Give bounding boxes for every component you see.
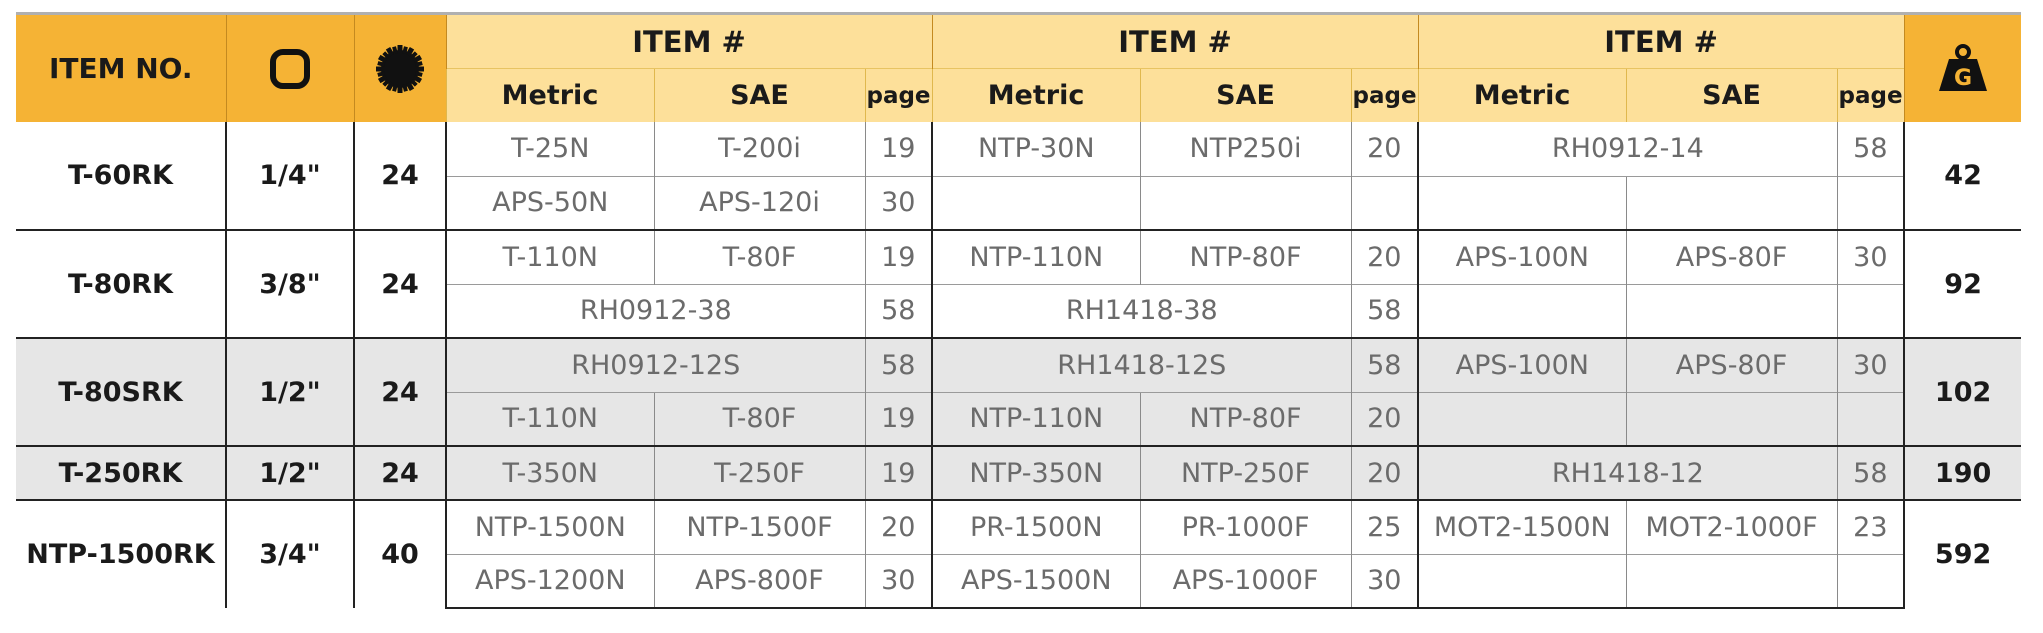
page-cell: 20	[865, 500, 932, 554]
table-row	[16, 230, 2021, 284]
empty-cell	[1837, 554, 1904, 608]
weight-cell: 102	[1904, 338, 2021, 446]
metric-header-3: Metric	[1418, 69, 1626, 123]
metric-cell: NTP-110N	[932, 230, 1140, 284]
weight-g-icon	[1935, 43, 1991, 95]
weight-cell: 592	[1904, 500, 2021, 608]
merged-item-cell: RH0912-12S	[446, 338, 865, 392]
metric-header-2: Metric	[932, 69, 1140, 123]
teeth-cell: 24	[354, 230, 446, 338]
teeth-cell: 24	[354, 446, 446, 500]
header-row-top	[16, 14, 2021, 69]
metric-cell: T-110N	[446, 230, 654, 284]
empty-cell	[1351, 176, 1418, 230]
empty-cell	[1626, 392, 1837, 446]
metric-cell: T-110N	[446, 392, 654, 446]
sae-cell: NTP-250F	[1140, 446, 1351, 500]
square-drive-icon	[269, 48, 311, 90]
metric-cell: APS-1500N	[932, 554, 1140, 608]
metric-cell: NTP-30N	[932, 122, 1140, 176]
page-cell: 58	[1837, 446, 1904, 500]
empty-cell	[1418, 176, 1626, 230]
empty-cell	[1837, 176, 1904, 230]
teeth-cell: 24	[354, 122, 446, 230]
page-cell: 20	[1351, 230, 1418, 284]
empty-cell	[1626, 554, 1837, 608]
weight-cell: 190	[1904, 446, 2021, 500]
metric-cell: APS-100N	[1418, 230, 1626, 284]
metric-cell: PR-1500N	[932, 500, 1140, 554]
metric-cell: NTP-1500N	[446, 500, 654, 554]
sae-cell: APS-1000F	[1140, 554, 1351, 608]
item-hash-header-2: ITEM #	[932, 14, 1418, 69]
sae-cell: APS-120i	[654, 176, 865, 230]
empty-cell	[1418, 554, 1626, 608]
page-cell: 19	[865, 446, 932, 500]
item-no-cell: T-80RK	[16, 230, 226, 338]
metric-cell: APS-50N	[446, 176, 654, 230]
empty-cell	[1837, 284, 1904, 338]
page-cell: 20	[1351, 122, 1418, 176]
empty-cell	[1837, 392, 1904, 446]
page-cell: 58	[1351, 338, 1418, 392]
metric-cell: NTP-110N	[932, 392, 1140, 446]
table-row	[16, 500, 2021, 554]
table-row	[16, 338, 2021, 392]
sae-cell: T-80F	[654, 230, 865, 284]
sae-cell: APS-800F	[654, 554, 865, 608]
sae-cell: T-200i	[654, 122, 865, 176]
merged-item-cell: RH1418-38	[932, 284, 1351, 338]
drive-cell: 3/8"	[226, 230, 354, 338]
page-cell: 20	[1351, 446, 1418, 500]
sae-cell: APS-80F	[1626, 230, 1837, 284]
page-cell: 58	[1351, 284, 1418, 338]
metric-cell: NTP-350N	[932, 446, 1140, 500]
weight-cell: 92	[1904, 230, 2021, 338]
empty-cell	[932, 176, 1140, 230]
page-cell: 19	[865, 122, 932, 176]
metric-header-1: Metric	[446, 69, 654, 123]
page-cell: 30	[1351, 554, 1418, 608]
sae-header-1: SAE	[654, 69, 865, 123]
drive-cell: 1/2"	[226, 338, 354, 446]
sae-header-2: SAE	[1140, 69, 1351, 123]
gear-teeth-icon	[375, 44, 425, 94]
page-cell: 19	[865, 392, 932, 446]
table-row	[16, 446, 2021, 500]
page-cell: 58	[865, 284, 932, 338]
sae-cell: NTP-1500F	[654, 500, 865, 554]
drive-cell: 1/4"	[226, 122, 354, 230]
sae-cell: MOT2-1000F	[1626, 500, 1837, 554]
sae-cell: T-250F	[654, 446, 865, 500]
page-cell: 23	[1837, 500, 1904, 554]
empty-cell	[1418, 284, 1626, 338]
gear-teeth-header	[354, 14, 446, 123]
weight-letter: G	[1953, 65, 1972, 91]
drive-cell: 3/4"	[226, 500, 354, 608]
merged-item-cell: RH1418-12S	[932, 338, 1351, 392]
page-header-2: page	[1351, 69, 1418, 123]
weight-cell: 42	[1904, 122, 2021, 230]
catalog-table	[16, 12, 2021, 609]
merged-item-cell: RH0912-14	[1418, 122, 1837, 176]
item-hash-header-1: ITEM #	[446, 14, 932, 69]
sae-cell: NTP-80F	[1140, 392, 1351, 446]
page-header-3: page	[1837, 69, 1904, 123]
page-cell: 30	[1837, 230, 1904, 284]
merged-item-cell: RH1418-12	[1418, 446, 1837, 500]
sae-cell: NTP-80F	[1140, 230, 1351, 284]
table-row	[16, 122, 2021, 176]
item-no-cell: T-60RK	[68, 160, 173, 191]
page-cell: 20	[1351, 392, 1418, 446]
page-header-1: page	[865, 69, 932, 123]
sae-header-3: SAE	[1626, 69, 1837, 123]
sae-cell: APS-80F	[1626, 338, 1837, 392]
item-no-cell: NTP-1500RK	[16, 500, 226, 608]
empty-cell	[1626, 176, 1837, 230]
metric-cell: APS-1200N	[446, 554, 654, 608]
sae-cell: NTP250i	[1140, 122, 1351, 176]
empty-cell	[1418, 392, 1626, 446]
page-cell: 25	[1351, 500, 1418, 554]
item-no-cell: T-80SRK	[16, 338, 226, 446]
item-no-header: ITEM NO.	[16, 14, 226, 123]
page-cell: 19	[865, 230, 932, 284]
weight-header	[1904, 14, 2021, 123]
drive-cell: 1/2"	[226, 446, 354, 500]
teeth-cell: 40	[354, 500, 446, 608]
metric-cell: APS-100N	[1418, 338, 1626, 392]
page-cell: 30	[865, 176, 932, 230]
empty-cell	[1140, 176, 1351, 230]
square-drive-header	[226, 14, 354, 123]
page-cell: 30	[865, 554, 932, 608]
metric-cell: T-350N	[446, 446, 654, 500]
metric-cell: MOT2-1500N	[1418, 500, 1626, 554]
merged-item-cell: RH0912-38	[446, 284, 865, 338]
sae-cell: T-80F	[654, 392, 865, 446]
teeth-cell: 24	[354, 338, 446, 446]
empty-cell	[1626, 284, 1837, 338]
catalog-table-wrapper	[16, 12, 2021, 609]
item-no-cell: T-250RK	[16, 446, 226, 500]
item-hash-header-3: ITEM #	[1418, 14, 1904, 69]
page-cell: 30	[1837, 338, 1904, 392]
page-cell: 58	[1837, 122, 1904, 176]
page-cell: 58	[865, 338, 932, 392]
sae-cell: PR-1000F	[1140, 500, 1351, 554]
metric-cell: T-25N	[446, 122, 654, 176]
